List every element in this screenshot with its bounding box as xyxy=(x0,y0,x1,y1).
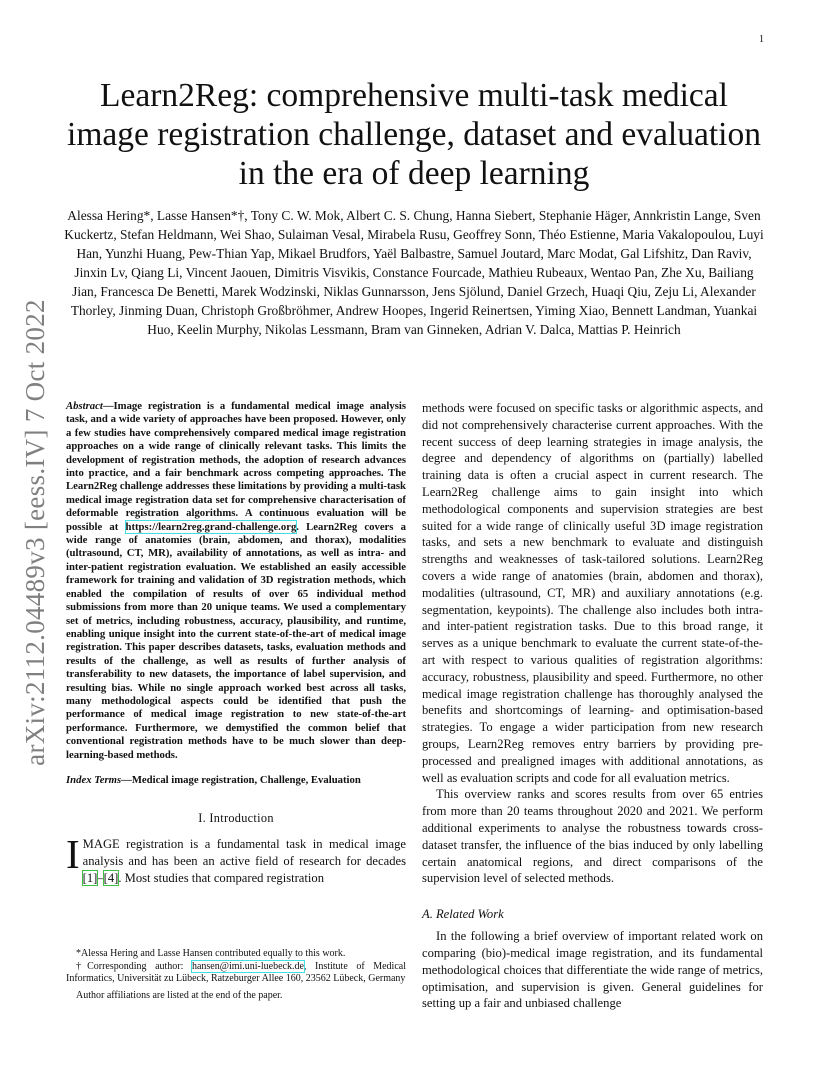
right-column xyxy=(422,400,763,1012)
footnote-affiliations-note: Author affiliations are listed at the end of the paper. xyxy=(76,989,283,1001)
citation-link-4[interactable]: [4] xyxy=(103,870,119,885)
arxiv-stamp-text: arXiv:2112.04489v3 [eess.IV] 7 Oct 2022 xyxy=(19,298,50,766)
abstract xyxy=(66,400,406,762)
citation-separator: – xyxy=(97,870,104,885)
intro-paragraph xyxy=(66,831,406,886)
footnote-corresponding-label: †Corresponding author: xyxy=(76,960,192,972)
footnote-equal-contribution: *Alessa Hering and Lasse Hansen contributed equally to this work. xyxy=(76,948,346,959)
intro-text-1: MAGE registration is a fundamental task in medical image analysis and has been an active field of research for decades xyxy=(82,837,406,869)
author-list: Alessa Hering*, Lasse Hansen*†, Tony C. W. Mok, Albert C. S. Chung, Hanna Siebert, Stephanie Häger, Annkristin Lange, Sven Kuckertz, Stefan Heldmann, Wei Shao, Sulaiman Vesal, Mirabela Rusu, Geoffrey Sonn, Théo Estienne, Maria Vakalopoulou, Luyi Han, Yunzhi Huang, Pew-Thian Yap, Mikael Brudfors, Yaël Balbastre, Samuel Joutard, Marc Modat, Gal Lifshitz, Dan Raviv, Jinxin Lv, Qiang Li, Vincent Jaouen, Dimitris Visvikis, Constance Fourcade, Mathieu Rubeaux, Wentao Pan, Zhe Xu, Bailiang Jian, Francesca De Benetti, Marek Wodzinski, Niklas Gunnarsson, Jens Sjölund, Daniel Grzech, Huaqi Qiu, Zeju Li, Alexander Thorley, Jinming Duan, Christoph Großbröhmer, Andrew Hoopes, Ingerid Reinertsen, Yiming Xiao, Bennett Landman, Yuankai Huo, Keelin Murphy, Nikolas Lessmann, Bram van Ginneken, Adrian V. Dalca, Mattias P. Heinrich xyxy=(64,208,764,337)
arxiv-stamp xyxy=(10,292,60,772)
right-paragraph-2: This overview ranks and scores results from over 65 entries from more than 20 teams throughout 2020 and 2021. We perform additional experiments to analyse the robustness towards cross-dataset transfer, the influence of the bias induced by only labelling certain anatomical regions, and direct comparisons of the supervision level of selected methods. xyxy=(422,787,763,886)
citation-link-1[interactable]: [1] xyxy=(82,870,98,885)
footnote-affiliation: , Institute of Medical Informatics, Universität zu Lübeck, Ratzeburger Allee 160, 23562 Lübeck, Germany xyxy=(66,960,406,985)
abstract-text-1: Image registration is a fundamental medical image analysis task, and a wide variety of approaches have been proposed. However, only a few studies have comprehensively compared medical image registration approaches on a wide range of clinically relevant tasks. This limits the development of registration methods, the adoption of research advances into practice, and a fair benchmark across competing approaches. The Learn2Reg challenge addresses these limitations by providing a multi-task medical image registration data set for comprehensive characterisation of deformable registration algorithms. A continuous evaluation will be possible at xyxy=(66,400,406,533)
right-paragraph-1: methods were focused on specific tasks or algorithmic aspects, and did not comprehensively characterise current approaches. With the recent success of deep learning strategies in image analysis, the degree and dependency of algorithms on (partially) labelled training data is often a crucial aspect in current research. The Learn2Reg challenge aims to gain insight into which methodological components and supervision strategies are best suited for a wide range of clinically useful 3D image registration tasks, and sets a new benchmark to evaluate and distinguish strengths and weaknesses of task-tailored solutions. Learn2Reg covers a wide range of anatomies (brain, abdomen and thorax), modalities (ultrasound, CT, MR) and auxiliary annotations (e.g. segmentation, keypoints). The challenge also includes both intra- and inter-patient registration tasks. Due to this broad range, it serves as a unique benchmark to evaluate the current state-of-the-art with respect to various qualities of registration algorithms: accuracy, robustness, plausibility and speed. Furthermore, no other medical image registration challenge has thoroughly analysed the benefits and shortcomings of learning- and optimisation-based strategies. To engage a wider participation from new research groups, Learn2Reg removes entry barriers by providing pre-processed and prealigned images with additional annotations, as well as evaluation scripts and code for all evaluation metrics. xyxy=(422,401,763,785)
section-heading-introduction: I. Introduction xyxy=(198,811,274,826)
abstract-text-2: . Learn2Reg covers a wide range of anatomies (brain, abdomen, and thorax), modalities (ultrasound, CT, MR), availability of annotations, as well as intra- and inter-patient registration evaluation. We established an easily accessible framework for training and validation of 3D registration methods, which enabled the compilation of results of over 65 individual method submissions from more than 20 unique teams. We used a complementary set of metrics, including robustness, accuracy, plausibility, and runtime, enabling unique insight into the current state-of-the-art of medical image registration. This paper describes datasets, tasks, evaluation methods and results of the challenge, as well as results of further analysis of transferability to new datasets, the importance of label supervision, and resulting bias. While no single approach worked best across all tasks, many methodological aspects could be identified that push the performance of medical image registration to new state-of-the-art performance. Furthermore, we demystified the common belief that conventional registration methods have to be much slower than deep-learning-based methods. xyxy=(66,520,406,761)
abstract-dash: — xyxy=(102,400,114,412)
left-column xyxy=(66,400,406,887)
index-terms xyxy=(66,774,406,787)
index-terms-text: Medical image registration, Challenge, Evaluation xyxy=(131,773,361,786)
abstract-label: Abstract xyxy=(66,400,103,412)
index-terms-label: Index Terms xyxy=(66,773,122,786)
index-terms-dash: — xyxy=(121,773,132,786)
subsection-heading-related-work: A. Related Work xyxy=(422,907,504,922)
intro-text-2: . Most studies that compared registration xyxy=(118,870,324,885)
corresponding-email-link[interactable]: hansen@imi.uni-luebeck.de xyxy=(191,960,304,972)
challenge-link[interactable]: https://learn2reg.grand-challenge.org xyxy=(125,520,297,533)
page-number: 1 xyxy=(759,34,764,45)
footnotes xyxy=(66,948,406,1002)
dropcap-letter: I xyxy=(66,831,80,878)
right-paragraph-3: In the following a brief overview of important related work on comparing (bio)-medical image registration, and its fundamental methodological choices that differentiate the wide range of metrics, optimisation, and supervision is given. General guidelines for setting up a fair and unbiased challenge xyxy=(422,929,763,1011)
paper-title: Learn2Reg: comprehensive multi-task medical image registration challenge, dataset and evaluation in the era of deep learning xyxy=(67,77,761,192)
footnote-corresponding-author xyxy=(66,961,406,986)
